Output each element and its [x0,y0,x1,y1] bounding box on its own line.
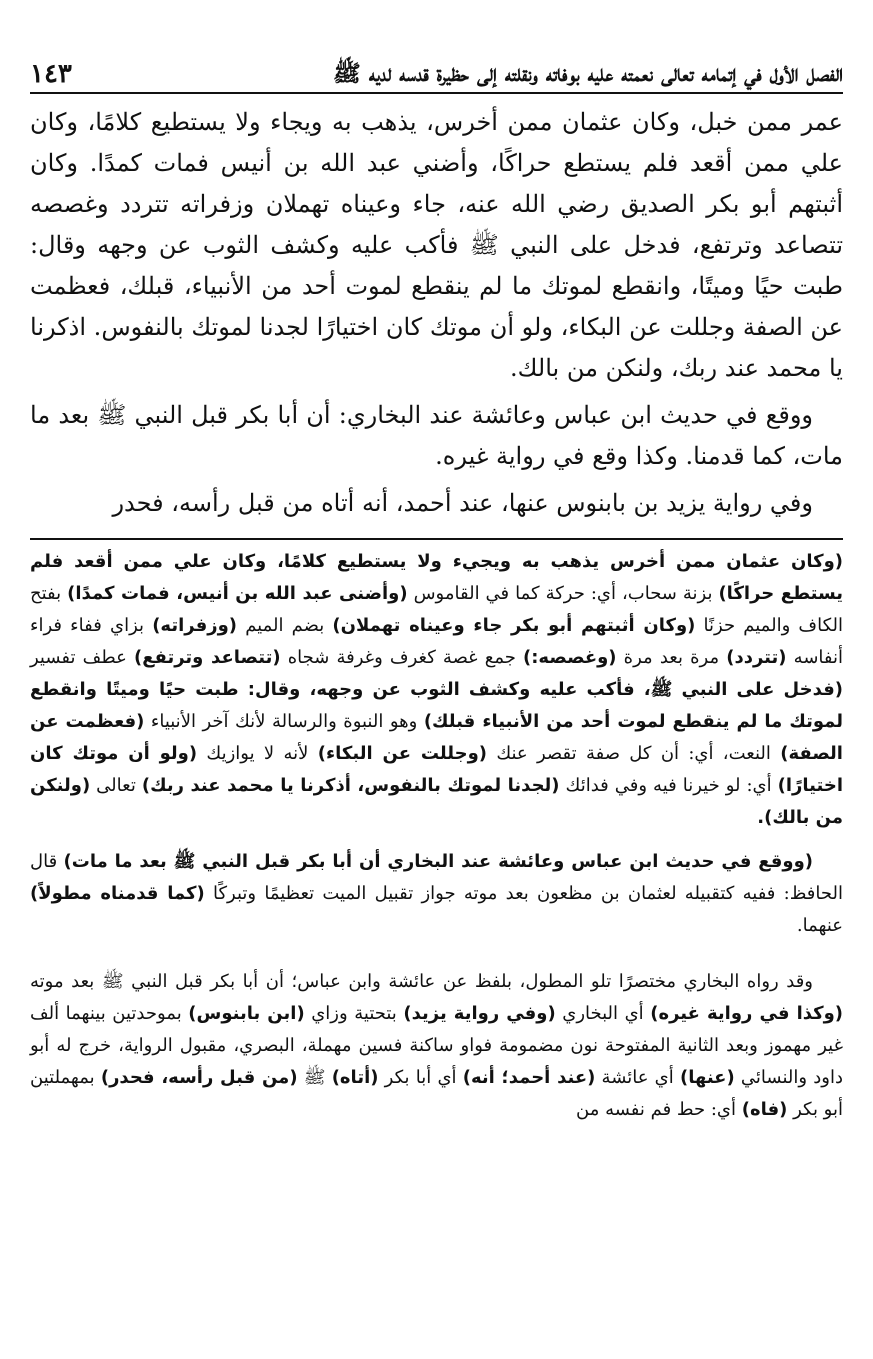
explanation-segment: بزاي ففاء فراء أنفاسه [30,615,843,668]
commentary-paragraph-1 [30,546,843,834]
explanation-segment: أي أبا بكر [378,1067,463,1088]
explanation-segment: بمهملتين أبو بكر [30,1067,843,1120]
quoted-text-segment: (وفي رواية يزيد) [403,1003,556,1024]
quoted-text-segment: (ولو أن موتك كان اختيارًا) [30,743,844,796]
commentary-paragraph-2 [30,846,843,942]
quoted-text-segment: (تتردد) [726,647,787,668]
quoted-text-segment: (فدخل على النبي ﷺ، فأكب عليه وكشف الثوب عن وجهه، وقال: طبت حيًا وميتًا وانقطع لموتك ما لم ينقطع لموت أحد من الأنبياء قبلك) [30,679,843,732]
explanation-segment: النعت، أي: أن كل صفة تقصر عنك [487,743,781,764]
quoted-text-segment: (عنها) [679,1067,735,1088]
quoted-text-segment: (أتاه) [331,1067,379,1088]
main-text [30,102,843,524]
explanation-segment: أي: حط فم نفسه من [576,1099,742,1120]
main-paragraph-1: عمر ممن خبل، وكان عثمان ممن أخرس، يذهب به ويجاء ولا يستطيع كلامًا، وكان علي ممن أقعد فلم يستطع حراكًا، وأضني عبد الله بن أنيس فمات كمدًا. وكان أثبتهم أبو بكر الصديق رضي الله عنه، جاء وعيناه تهملان وزفراته تتردد وغصصه تتصاعد وترتفع، فدخل على النبي ﷺ فأكب عليه وكشف الثوب عن وجهه وقال: طبت حيًا وميتًا، وانقطع لموتك ما لم ينقطع لموت أحد من الأنبياء، قبلك، فعظمت عن الصفة وجللت عن البكاء، ولو أن موتك كان اختيارًا لجدنا لموتك بالنفوس. اذكرنا يا محمد عند ربك، ولنكن من بالك. [30,108,844,382]
explanation-segment: بفتح الكاف والميم حزنًا [30,583,843,636]
explanation-segment: أي عائشة [595,1067,680,1088]
quoted-text-segment: (فاه) [741,1099,788,1120]
explanation-segment: بتحتية وزاي [304,1003,404,1024]
explanation-segment: ﷺ [297,1067,332,1088]
explanation-segment: بضم الميم [237,615,333,636]
quoted-text-segment: (ابن بابنوس) [188,1003,305,1024]
quoted-text-segment: (وكان أثبتهم أبو بكر جاء وعيناه تهملان) [332,615,696,636]
page-number: ١٤٣ [30,59,72,89]
running-header [30,30,843,94]
explanation-segment: أي البخاري [555,1003,651,1024]
main-paragraph-2: ووقع في حديث ابن عباس وعائشة عند البخاري: أن أبا بكر قبل النبي ﷺ بعد ما مات، كما قدمنا. وكذا وقع في رواية غيره. [30,401,843,470]
explanation-segment: بموحدتين بينهما ألف غير مهموز وبعد الثانية المفتوحة نون مضمومة فواو ساكنة فسين مهملة، البصري، مقبول الرواية، خرج له أبو داود والنسائي [30,1003,843,1088]
explanation-segment: وهو النبوة والرسالة لأنك آخر الأنبياء [144,711,424,732]
quoted-text-segment: (وكذا في رواية غيره) [650,1003,844,1024]
quoted-text-segment: (وكان عثمان ممن أخرس يذهب به ويجيء ولا يستطيع كلامًا، وكان علي ممن أقعد فلم يستطع حراكًا) [30,551,844,604]
explanation-segment: جمع غصة كغرف وغرفة شجاه [280,647,523,668]
quoted-text-segment: (وأضنى عبد الله بن أنيس، فمات كمدًا) [67,583,408,604]
explanation-segment: وقد رواه البخاري مختصرًا تلو المطول، بلفظ عن عائشة وابن عباس؛ أن أبا بكر قبل النبي ﷺ بعد موته [30,971,813,992]
explanation-segment: لأنه لا يوازيك [197,743,318,764]
explanation-segment: بزنة سحاب، أي: حركة كما في القاموس [407,583,719,604]
commentary [30,546,843,1126]
quoted-text-segment: (من قبل رأسه، فحدر) [100,1067,298,1088]
quoted-text-segment: (كما قدمناه مطولاً) [30,883,205,904]
quoted-text-segment: (وزفراته) [152,615,238,636]
explanation-segment: أي: لو خيرنا فيه وفي فدائك [559,775,778,796]
chapter-title: الفصل الأول في إتمامه تعالى نعمته عليه بوفاته ونقلته إلى حظيرة قدسه لديه ﷺ [333,60,843,87]
quoted-text-segment: (ولنكن من بالك). [30,775,843,828]
quoted-text-segment: (وجللت عن البكاء) [317,743,488,764]
explanation-segment: عطف تفسير [30,647,134,668]
explanation-segment: تعالى [90,775,142,796]
commentary-paragraph-3 [30,966,843,1126]
quoted-text-segment: (فعظمت عن الصفة) [30,711,843,764]
footnote-separator [30,538,843,540]
explanation-segment: عنهما. [796,915,843,936]
quoted-text-segment: (ووقع في حديث ابن عباس وعائشة عند البخاري أن أبا بكر قبل النبي ﷺ بعد ما مات) [63,851,813,872]
quoted-text-segment: (لجدنا لموتك بالنفوس، أذكرنا يا محمد عند ربك) [141,775,560,796]
explanation-segment: مرة بعد مرة [616,647,727,668]
explanation-segment: قال الحافظ: ففيه كتقبيله لعثمان بن مظعون بعد موته جواز تقبيل الميت تعظيمًا وتبركًا [30,851,843,904]
main-paragraph-3: وفي رواية يزيد بن بابنوس عنها، عند أحمد، أنه أتاه من قبل رأسه، فحدر [112,489,813,517]
quoted-text-segment: (وغصصه:) [523,647,617,668]
quoted-text-segment: (تتصاعد وترتفع) [133,647,281,668]
book-page [30,30,843,1339]
quoted-text-segment: (عند أحمد؛ أنه) [462,1067,596,1088]
